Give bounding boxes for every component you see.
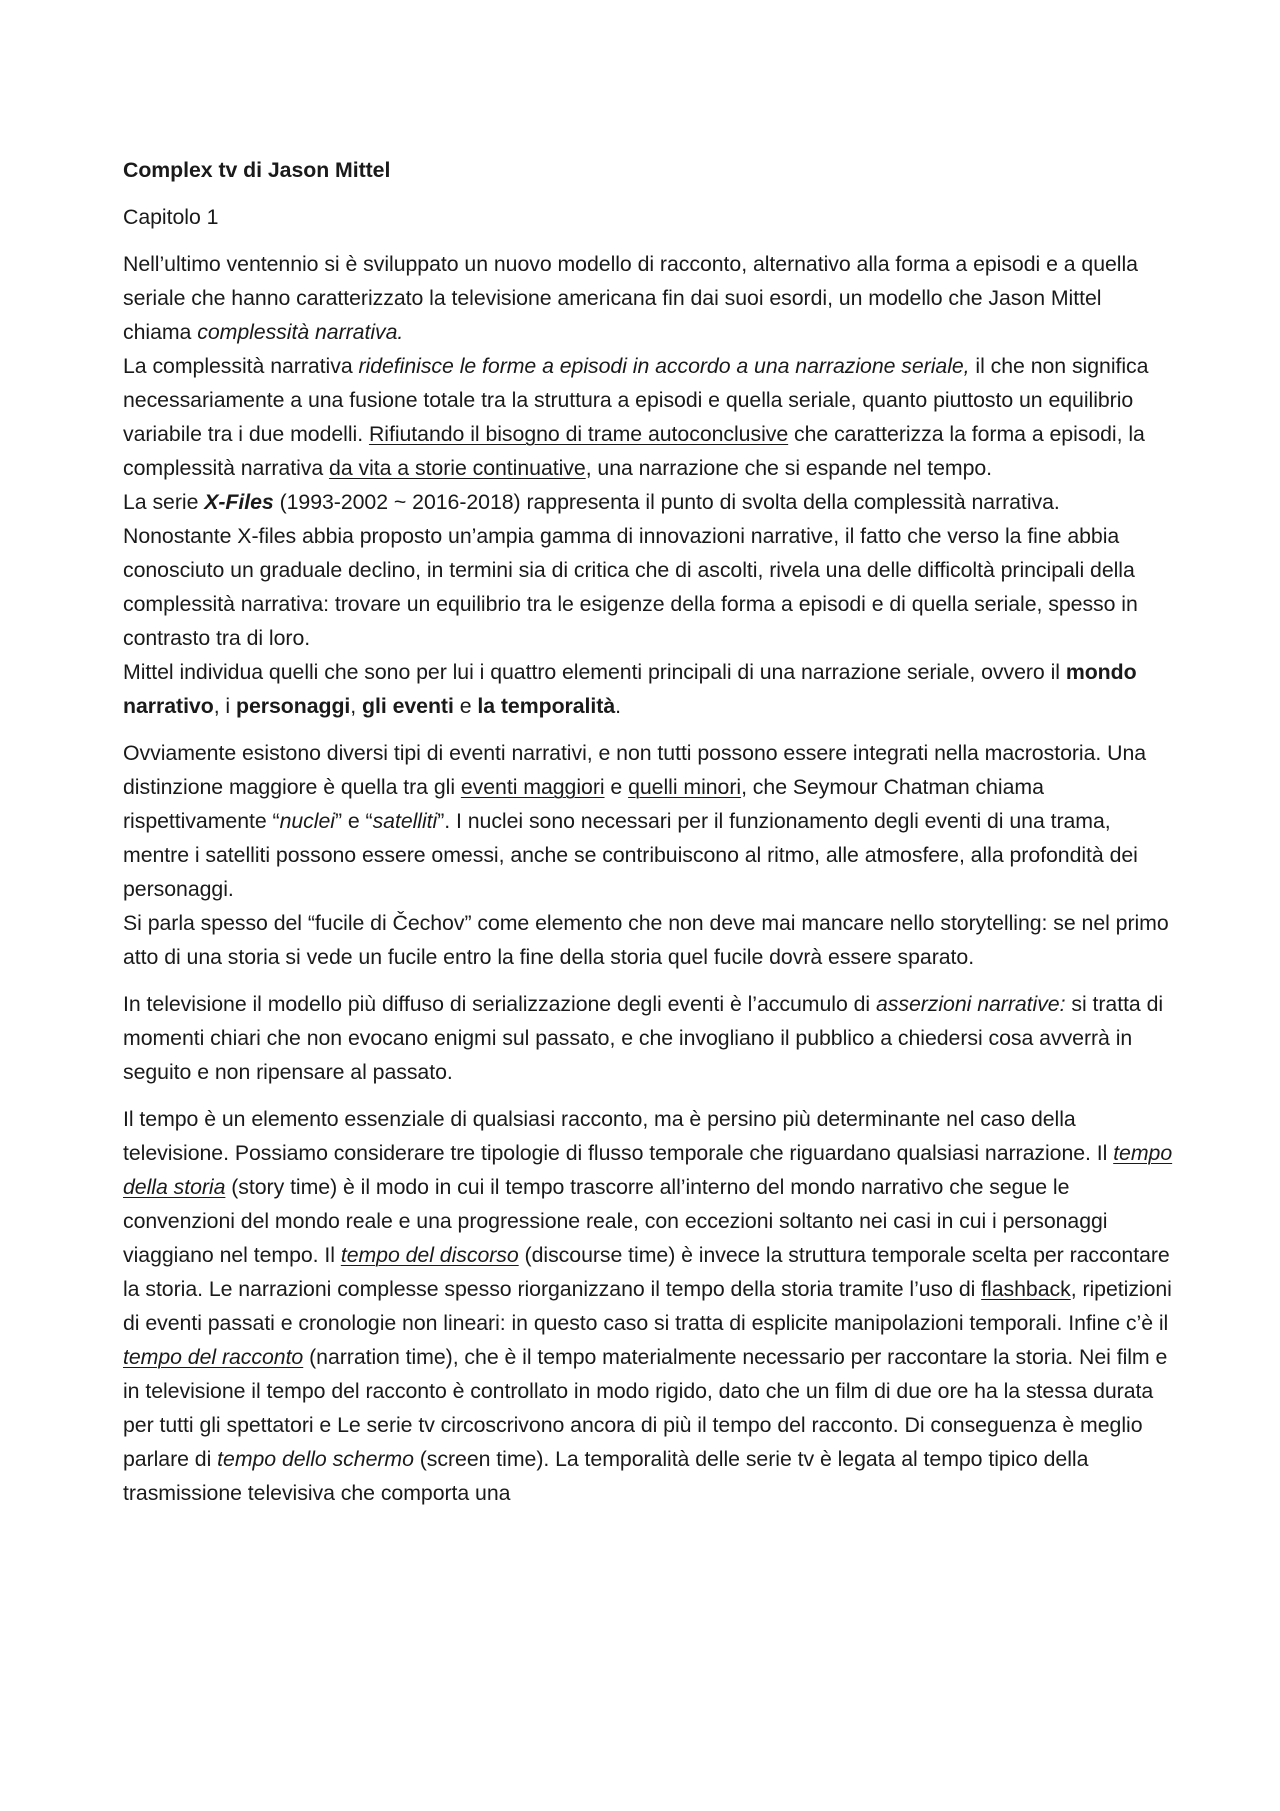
underline-quelli-minori: quelli minori <box>628 775 742 799</box>
paragraph-eventi: Ovviamente esistono diversi tipi di eventi narrativi, e non tutti possono essere integrati nella macrostoria. Una distinzione maggiore è quella tra gli eventi maggiori e quelli minori, che Seymour Chatman chiama rispettivamente “nuclei” e “satelliti”. I nuclei sono necessari per il funzionamento degli eventi di una trama, mentre i satelliti possono essere omessi, anche se contribuiscono al ritmo, alle atmosfere, alla profondità dei personaggi. Si parla spesso del “fucile di Čechov” come elemento che non deve mai mancare nello storytelling: se nel primo atto di una storia si vede un fucile entro la fine della storia quel fucile dovrà essere sparato. <box>123 741 1169 969</box>
underline-tempo-discorso: tempo del discorso <box>340 1243 519 1267</box>
emphasis-x-files: X-Files <box>204 490 274 514</box>
underline-rifiutando: Rifiutando il bisogno di trame autoconclusive <box>368 422 789 446</box>
paragraph-intro: Nell’ultimo ventennio si è sviluppato un nuovo modello di racconto, alternativo alla forma a episodi e a quella seriale che hanno caratterizzato la televisione americana fin dai suoi esordi, un modello che Jason Mittel chiama complessità narrativa. La complessità narrativa ridefinisce le forme a episodi in accordo a una narrazione seriale, il che non significa necessariamente a una fusione totale tra la struttura a episodi e quella seriale, quanto piuttosto un equilibrio variabile tra i due modelli. Rifiutando il bisogno di trame autoconclusive che caratterizza la forma a episodi, la complessità narrativa da vita a storie continuative, una narrazione che si espande nel tempo. La serie X-Files (1993-2002 ~ 2016-2018) rappresenta il punto di svolta della complessità narrativa. Nonostante X-files abbia proposto un’ampia gamma di innovazioni narrative, il fatto che verso la fine abbia conosciuto un graduale declino, in termini sia di critica che di ascolti, rivela una delle difficoltà principali della complessità narrativa: trovare un equilibrio tra le esigenze della forma a episodi e di quella seriale, spesso in contrasto tra di loro. Mittel individua quelli che sono per lui i quattro elementi principali di una narrazione seriale, ovvero il mondo narrativo, i personaggi, gli eventi e la temporalità. <box>123 252 1149 718</box>
underline-tempo-storia: tempo della storia <box>123 1141 1173 1199</box>
bold-mondo-narrativo: mondo narrativo <box>123 660 1137 718</box>
underline-storie-continuative: da vita a storie continuative <box>329 456 586 480</box>
chapter-heading: Capitolo 1 <box>123 205 219 229</box>
document-title: Complex tv di Jason Mittel <box>123 158 391 182</box>
bold-eventi: gli eventi <box>362 694 454 718</box>
emphasis-satelliti: satelliti <box>372 809 438 833</box>
bold-temporalita: la temporalità <box>477 694 616 718</box>
bold-personaggi: personaggi <box>235 694 351 718</box>
underline-flashback: flashback <box>981 1277 1071 1301</box>
emphasis-ridefinisce: ridefinisce le forme a episodi in accordo a una narrazione seriale, <box>358 354 970 378</box>
underline-tempo-racconto: tempo del racconto <box>123 1345 304 1369</box>
emphasis-complessita: complessità narrativa. <box>197 320 404 344</box>
emphasis-asserzioni: asserzioni narrative: <box>875 992 1066 1016</box>
paragraph-tempo: Il tempo è un elemento essenziale di qualsiasi racconto, ma è persino più determinante nel caso della televisione. Possiamo considerare tre tipologie di flusso temporale che riguardano qualsiasi narrazione. Il tempo della storia (story time) è il modo in cui il tempo trascorre all’interno del mondo narrativo che segue le convenzioni del mondo reale e una progressione reale, con eccezioni soltanto nei casi in cui i personaggi viaggiano nel tempo. Il tempo del discorso (discourse time) è invece la struttura temporale scelta per raccontare la storia. Le narrazioni complesse spesso riorganizzano il tempo della storia tramite l’uso di flashback, ripetizioni di eventi passati e cronologie non lineari: in questo caso si tratta di esplicite manipolazioni temporali. Infine c’è il tempo del racconto (narration time), che è il tempo materialmente necessario per raccontare la storia. Nei film e in televisione il tempo del racconto è controllato in modo rigido, dato che un film di due ore ha la stessa durata per tutti gli spettatori e Le serie tv circoscrivono ancora di più il tempo del racconto. Di conseguenza è meglio parlare di tempo dello schermo (screen time). La temporalità delle serie tv è legata al tempo tipico della trasmissione televisiva che comporta una <box>123 1107 1173 1505</box>
underline-eventi-maggiori: eventi maggiori <box>460 775 605 799</box>
document-body <box>123 153 1173 1510</box>
paragraph-asserzioni: In televisione il modello più diffuso di serializzazione degli eventi è l’accumulo di asserzioni narrative: si tratta di momenti chiari che non evocano enigmi sul passato, e che invogliano il pubblico a chiedersi cosa avverrà in seguito e non ripensare al passato. <box>123 992 1164 1084</box>
emphasis-nuclei: nuclei <box>279 809 335 833</box>
emphasis-tempo-schermo: tempo dello schermo <box>217 1447 414 1471</box>
